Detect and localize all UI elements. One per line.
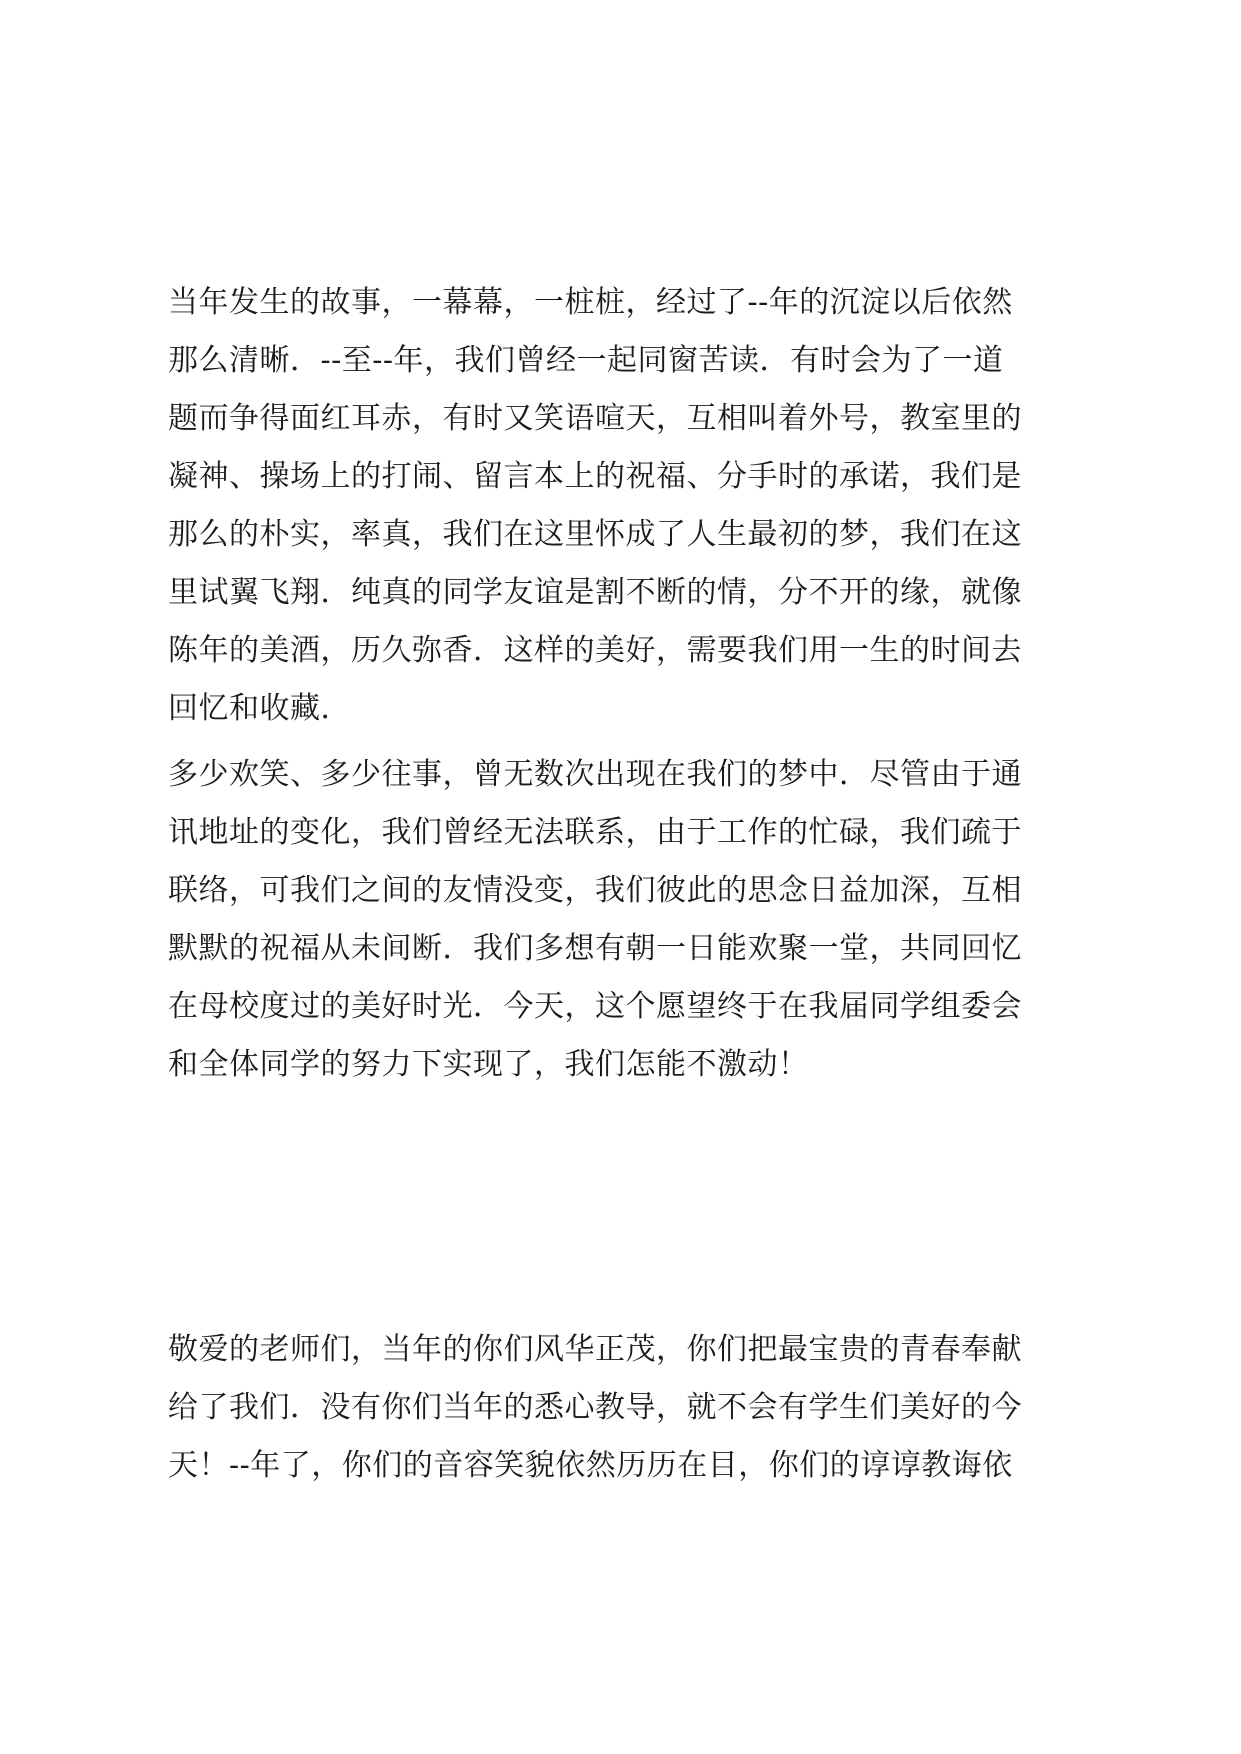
text-line: 默默的祝福从未间断．我们多想有朝一日能欢聚一堂，共同回忆 [168,931,1022,966]
text-line: 那么清晰．--至--年，我们曾经一起同窗苦读．有时会为了一道 [168,343,1004,378]
text-line: 给了我们．没有你们当年的悉心教导，就不会有学生们美好的今 [168,1390,1022,1425]
text-line: 那么的朴实，率真，我们在这里怀成了人生最初的梦，我们在这 [168,517,1022,552]
text-line: 里试翼飞翔．纯真的同学友谊是割不断的情，分不开的缘，就像 [168,575,1022,610]
text-line: 讯地址的变化，我们曾经无法联系，由于工作的忙碌，我们疏于 [168,815,1022,850]
text-line: 在母校度过的美好时光．今天，这个愿望终于在我届同学组委会 [168,989,1022,1024]
text-line: 多少欢笑、多少往事，曾无数次出现在我们的梦中．尽管由于通 [168,757,1022,792]
text-line: 当年发生的故事，一幕幕，一桩桩，经过了--年的沉淀以后依然 [168,285,1013,320]
text-line: 凝神、操场上的打闹、留言本上的祝福、分手时的承诺，我们是 [168,459,1022,494]
text-line: 联络，可我们之间的友情没变，我们彼此的思念日益加深，互相 [168,873,1022,908]
text-line: 回忆和收藏． [168,691,351,726]
text-line: 天！--年了，你们的音容笑貌依然历历在目，你们的谆谆教诲依 [168,1448,1013,1483]
text-line: 和全体同学的努力下实现了，我们怎能不激动！ [168,1047,809,1082]
text-line: 陈年的美酒，历久弥香．这样的美好，需要我们用一生的时间去 [168,633,1022,668]
text-line: 敬爱的老师们，当年的你们风华正茂，你们把最宝贵的青春奉献 [168,1332,1022,1367]
text-line: 题而争得面红耳赤，有时又笑语喧天，互相叫着外号，教室里的 [168,401,1022,436]
